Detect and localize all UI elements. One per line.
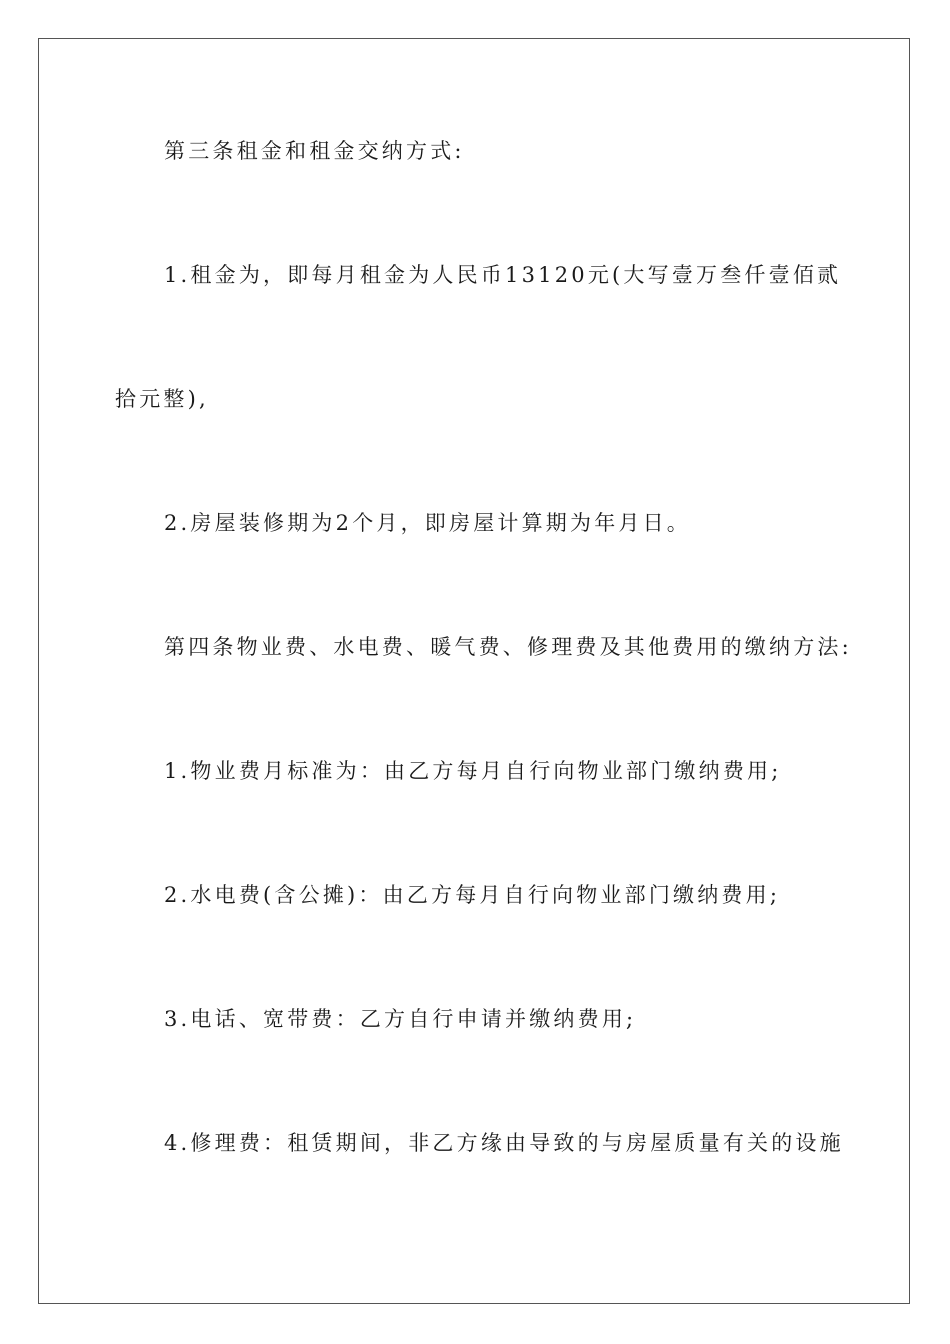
rent-clause-line-1: 1.租金为，即每月租金为人民币13120元(大写壹万叁仟壹佰贰: [164, 263, 842, 287]
repair-fee-clause: 4.修理费：租赁期间，非乙方缘由导致的与房屋质量有关的设施: [164, 1131, 844, 1155]
page-frame: [38, 38, 910, 1304]
rent-clause-line-2: 拾元整),: [115, 387, 209, 411]
article-3-heading: 第三条租金和租金交纳方式:: [164, 139, 465, 163]
renovation-period-clause: 2.房屋装修期为2个月，即房屋计算期为年月日。: [164, 511, 691, 535]
property-fee-clause: 1.物业费月标准为：由乙方每月自行向物业部门缴纳费用;: [164, 759, 782, 783]
phone-broadband-clause: 3.电话、宽带费：乙方自行申请并缴纳费用;: [164, 1007, 637, 1031]
article-4-heading: 第四条物业费、水电费、暖气费、修理费及其他费用的缴纳方法:: [164, 635, 852, 659]
utility-fee-clause: 2.水电费(含公摊)：由乙方每月自行向物业部门缴纳费用;: [164, 883, 781, 907]
